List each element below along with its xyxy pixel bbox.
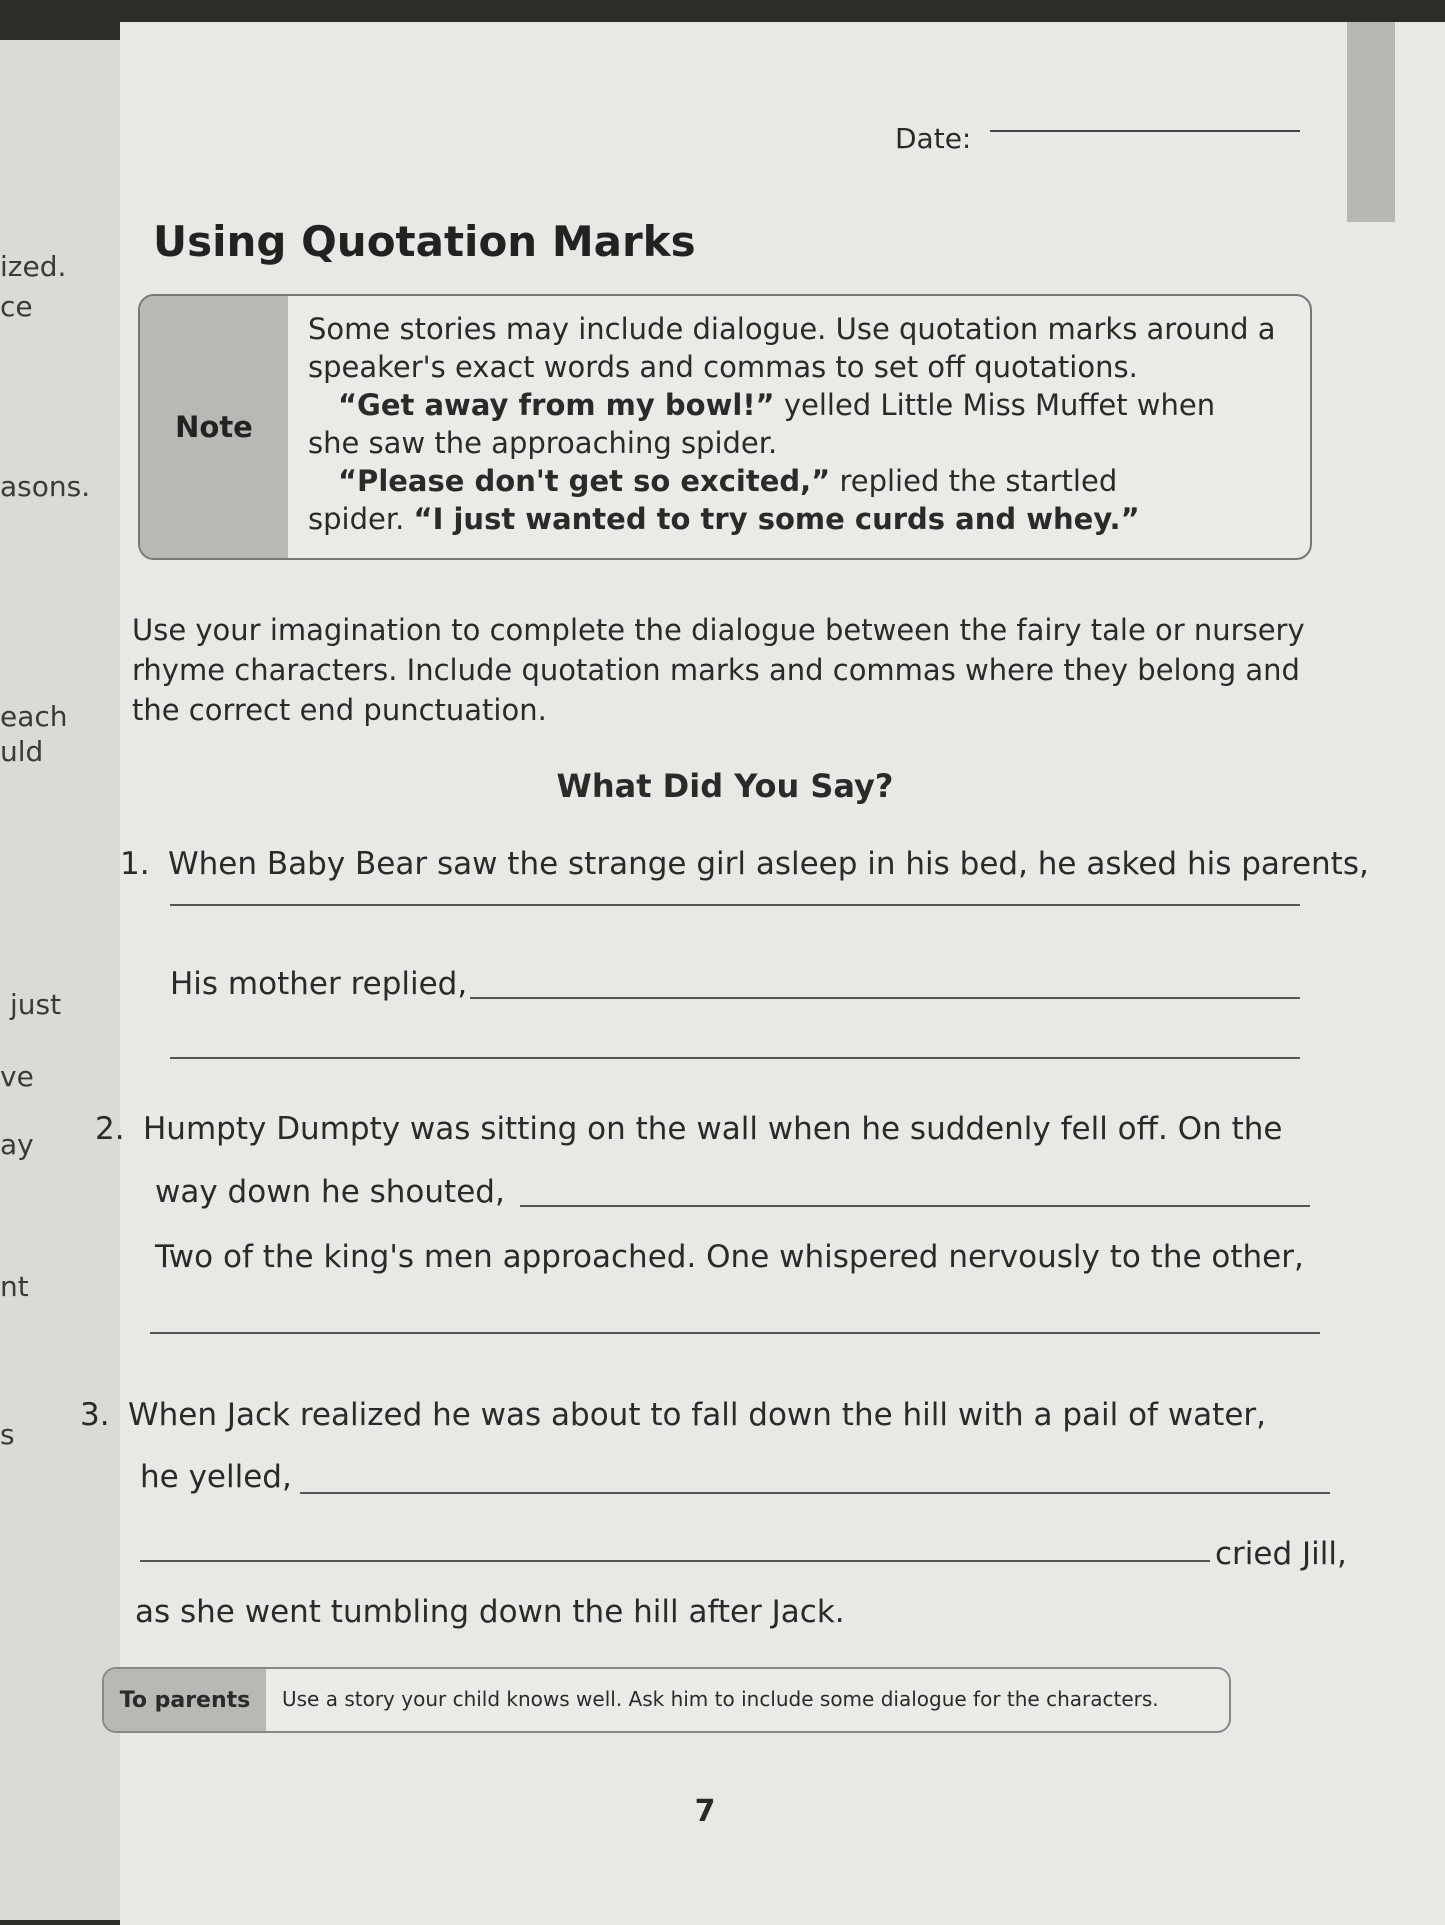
page-title: Using Quotation Marks — [153, 217, 696, 266]
question-3-line2 — [140, 1457, 292, 1497]
question-3-line4 — [135, 1592, 845, 1632]
instruction-line: rhyme characters. Include quotation marks and commas where they belong and — [132, 653, 1300, 687]
question-text: His mother replied, — [170, 966, 468, 1002]
answer-line[interactable] — [470, 997, 1300, 999]
page-number: 7 — [694, 1794, 716, 1829]
question-2-line2 — [155, 1172, 505, 1212]
question-text: Two of the king's men approached. One whispered nervously to the other, — [155, 1239, 1304, 1275]
note-line: speaker's exact words and commas to set off quotations. — [308, 350, 1138, 384]
left-fragment: just — [10, 988, 62, 1021]
left-fragment: ce — [0, 290, 33, 323]
answer-line[interactable] — [150, 1332, 1320, 1334]
question-1-reply — [170, 964, 467, 1004]
question-3-line3-end — [1215, 1534, 1347, 1574]
date-field[interactable] — [990, 130, 1300, 132]
question-text: he yelled, — [140, 1459, 292, 1495]
quote-bold: “I just wanted to try some curds and whey.” — [413, 502, 1140, 536]
left-fragment: ve — [0, 1060, 34, 1093]
answer-line[interactable] — [170, 904, 1300, 906]
note-line: spider. — [308, 502, 414, 536]
left-fragment: ay — [0, 1128, 34, 1161]
to-parents-label: To parents — [104, 1669, 266, 1731]
instruction-line: Use your imagination to complete the dialogue between the fairy tale or nursery — [132, 613, 1305, 647]
left-fragment: asons. — [0, 470, 91, 503]
page-edge-tab — [1347, 22, 1395, 222]
note-line: replied the startled — [830, 464, 1118, 498]
question-number: 3. — [80, 1397, 110, 1433]
section-title: What Did You Say? — [556, 767, 894, 805]
answer-line[interactable] — [300, 1492, 1330, 1494]
instructions — [132, 610, 1312, 730]
question-text: as she went tumbling down the hill after Jack. — [135, 1594, 845, 1630]
question-text: When Baby Bear saw the strange girl asleep in his bed, he asked his parents, — [168, 846, 1369, 882]
answer-line[interactable] — [140, 1560, 1210, 1562]
question-number: 1. — [120, 846, 150, 882]
answer-line[interactable] — [520, 1205, 1310, 1207]
left-fragment: nt — [0, 1270, 29, 1303]
left-fragment: s — [0, 1418, 15, 1451]
question-2-line3 — [155, 1237, 1304, 1277]
question-1 — [120, 844, 1369, 884]
to-parents-box — [102, 1667, 1231, 1733]
instruction-line: the correct end punctuation. — [132, 693, 547, 727]
question-text: Humpty Dumpty was sitting on the wall when he suddenly fell off. On the — [143, 1111, 1283, 1147]
question-text: When Jack realized he was about to fall down the hill with a pail of water, — [128, 1397, 1266, 1433]
workbook-page — [80, 22, 1445, 1925]
to-parents-text: Use a story your child knows well. Ask him to include some dialogue for the characters. — [282, 1687, 1159, 1711]
left-fragment: each — [0, 700, 68, 733]
left-fragment: uld — [0, 735, 44, 768]
date-label: Date: — [895, 122, 972, 155]
left-fragment: ized. — [0, 250, 67, 283]
note-example-1 — [308, 386, 1286, 424]
note-example-2 — [308, 462, 1286, 500]
question-text: cried Jill, — [1215, 1536, 1347, 1572]
note-box — [138, 294, 1312, 560]
note-label: Note — [140, 296, 288, 558]
question-3 — [80, 1395, 1266, 1435]
question-number: 2. — [95, 1111, 125, 1147]
quote-bold: “Please don't get so excited,” — [338, 464, 831, 498]
note-text — [308, 310, 1286, 538]
answer-line[interactable] — [170, 1057, 1300, 1059]
note-line: she saw the approaching spider. — [308, 426, 778, 460]
question-2 — [95, 1109, 1283, 1149]
quote-bold: “Get away from my bowl!” — [338, 388, 775, 422]
note-example-3 — [308, 500, 1286, 538]
note-line: Some stories may include dialogue. Use quotation marks around a — [308, 312, 1276, 346]
note-line: yelled Little Miss Muffet when — [774, 388, 1216, 422]
question-text: way down he shouted, — [155, 1174, 505, 1210]
